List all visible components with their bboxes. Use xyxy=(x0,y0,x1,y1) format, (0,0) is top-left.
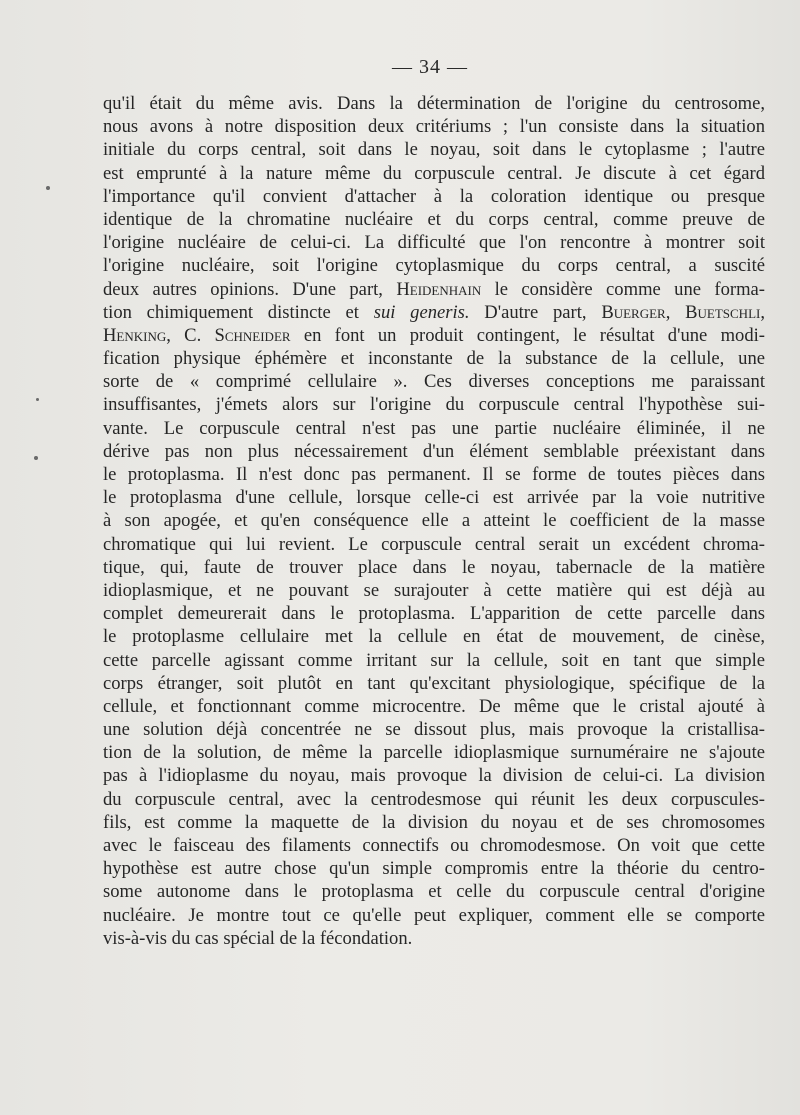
text-line: cellule, et fonctionnant comme microcentre. De même que le cristal ajouté à xyxy=(103,695,765,717)
text-line: complet demeurerait dans le protoplasma. L'apparition de cette parcelle dans xyxy=(103,603,765,625)
text-line: identique de la chromatine nucléaire et du corps central, comme preuve de xyxy=(103,208,765,230)
text-line: pas à l'idioplasme du noyau, mais provoque la division de celui-ci. La division xyxy=(103,765,765,787)
text-line: à son apogée, et qu'en conséquence elle a atteint le coefficient de la masse xyxy=(103,510,765,532)
text-line: fils, est comme la maquette de la division du noyau et de ses chromosomes xyxy=(103,811,765,833)
text-line: l'origine nucléaire, soit l'origine cytoplasmique du corps central, a suscité xyxy=(103,255,765,277)
text-line: avec le faisceau des filaments connectifs ou chromodesmose. On voit que cette xyxy=(103,835,765,856)
author-name: Schneider xyxy=(214,324,291,346)
text-line: chromatique qui lui revient. Le corpuscule central serait un excédent chroma- xyxy=(103,533,765,555)
paper-speck xyxy=(34,456,38,460)
text-line: hypothèse est autre chose qu'un simple compromis entre la théorie du centro- xyxy=(103,858,765,880)
author-name: Henking, xyxy=(103,324,171,346)
text-fragment: deux autres opinions. D'une part, xyxy=(103,278,397,300)
paper-speck xyxy=(46,186,50,190)
text-fragment: tion chimiquement distincte et xyxy=(103,301,374,323)
text-line: du corpuscule central, avec la centrodesmose qui réunit les deux corpuscules- xyxy=(103,788,765,810)
text-line: tique, qui, faute de trouver place dans le noyau, tabernacle de la matière xyxy=(103,556,765,578)
text-line: fication physique éphémère et inconstante de la substance de la cellule, une xyxy=(103,348,765,370)
text-line: sorte de « comprimé cellulaire ». Ces diverses conceptions me paraissant xyxy=(103,371,765,393)
text-line: le protoplasma. Il n'est donc pas permanent. Il se forme de toutes pièces dans xyxy=(103,464,765,485)
text-line: qu'il était du même avis. Dans la détermination de l'origine du centrosome, xyxy=(103,93,765,114)
text-line: est emprunté à la nature même du corpuscule central. Je discute à cet égard xyxy=(103,162,765,184)
text-line: nucléaire. Je montre tout ce qu'elle peut expliquer, comment elle se comporte xyxy=(103,904,765,926)
text-line: l'importance qu'il convient d'attacher à la coloration identique ou presque xyxy=(103,185,765,207)
paper-speck xyxy=(36,398,39,401)
text-line xyxy=(103,278,765,301)
text-line: vis-à-vis du cas spécial de la fécondation. xyxy=(103,927,413,949)
text-line: initiale du corps central, soit dans le noyau, soit dans le cytoplasme ; l'autre xyxy=(103,139,765,161)
italic-term: sui generis. xyxy=(373,301,470,323)
text-line: cette parcelle agissant comme irritant sur la cellule, soit en tant que simple xyxy=(103,649,765,671)
text-line: le protoplasma d'une cellule, lorsque celle-ci est arrivée par la voie nutritive xyxy=(103,487,765,509)
text-line: le protoplasme cellulaire met la cellule en état de mouvement, de cinèse, xyxy=(103,626,765,648)
body-text xyxy=(103,92,765,950)
text-line: some autonome dans le protoplasma et celle du corpuscule central d'origine xyxy=(103,881,765,903)
text-line: dérive pas non plus nécessairement d'un élément semblable préexistant dans xyxy=(103,440,765,462)
text-line xyxy=(103,324,765,347)
text-line: l'origine nucléaire de celui-ci. La difficulté que l'on rencontre à montrer soit xyxy=(103,232,765,254)
author-name: Heidenhain xyxy=(396,278,482,300)
text-line: nous avons à notre disposition deux critériums ; l'un consiste dans la situation xyxy=(103,116,765,138)
text-line xyxy=(103,301,765,324)
text-line: corps étranger, soit plutôt en tant qu'excitant physiologique, spécifique de la xyxy=(103,672,765,694)
page-number: — 34 — xyxy=(392,56,468,78)
text-fragment: D'autre part, xyxy=(469,301,602,323)
text-fragment: le considère comme une forma- xyxy=(481,278,765,300)
text-line: insuffisantes, j'émets alors sur l'origine du corpuscule central l'hypothèse sui- xyxy=(103,394,765,416)
text-line: idioplasmique, et ne pouvant se surajouter à cette matière qui est déjà au xyxy=(103,579,765,601)
text-line: vante. Le corpuscule central n'est pas une partie nucléaire éliminée, il ne xyxy=(103,417,765,439)
author-name: Buerger, Buetschli, xyxy=(601,301,765,323)
text-line: une solution déjà concentrée ne se dissout plus, mais provoque la cristallisa- xyxy=(103,719,765,741)
text-fragment: C. xyxy=(170,324,215,346)
text-line: tion de la solution, de même la parcelle idioplasmique surnuméraire ne s'ajoute xyxy=(103,742,765,764)
text-fragment: en font un produit contingent, le résultat d'une modi- xyxy=(290,324,765,346)
